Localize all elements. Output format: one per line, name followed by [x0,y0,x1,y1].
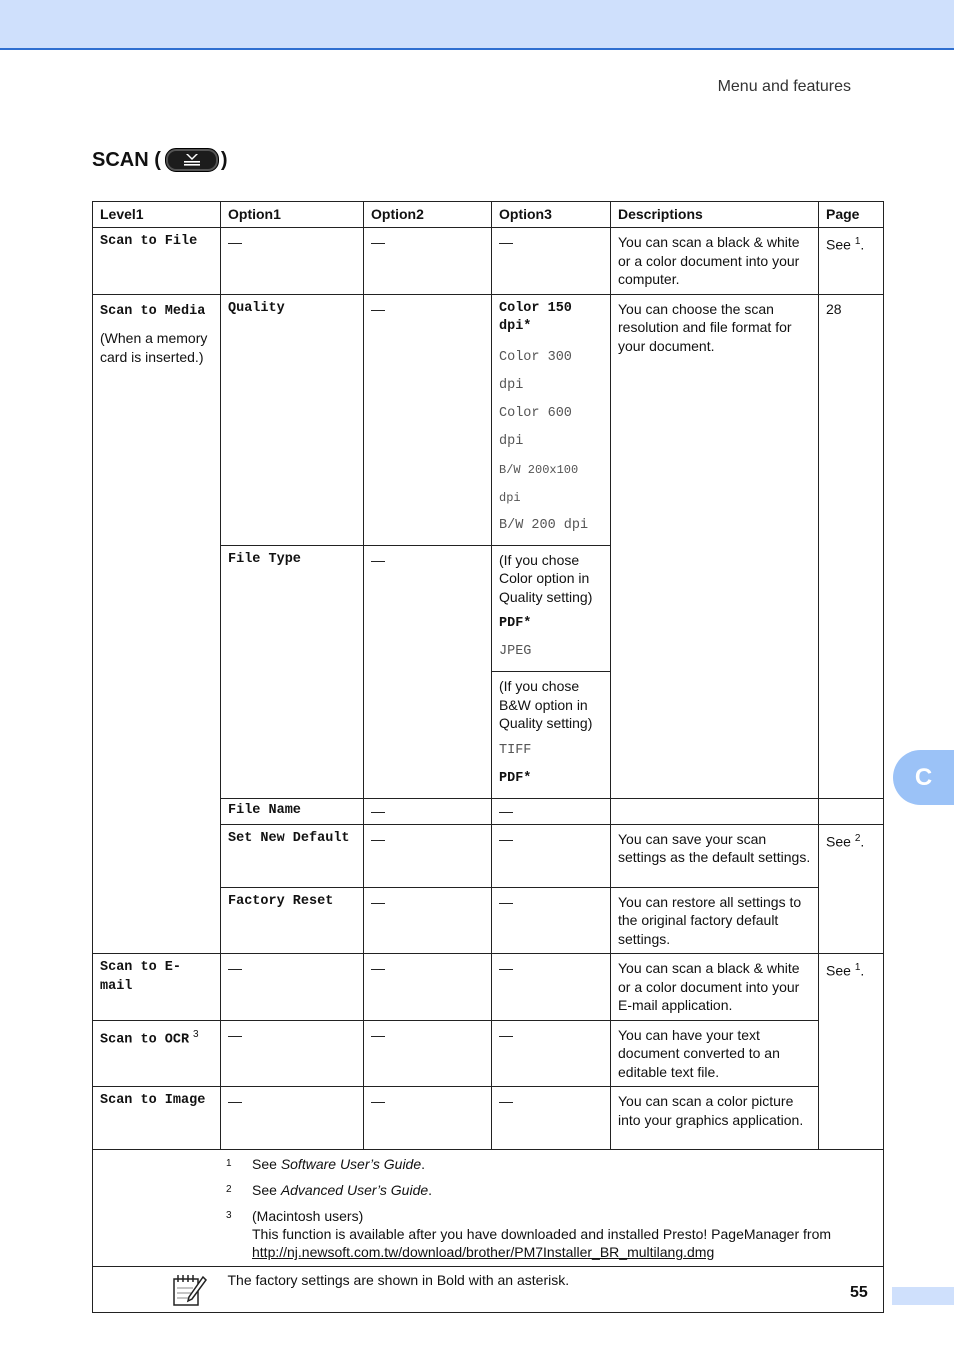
option1-set-new-default: Set New Default [221,824,364,887]
level1-scan-to-media: Scan to Media [100,303,206,319]
page-ref-text: See [826,833,851,850]
footnote [100,1181,876,1199]
header-option1: Option1 [221,202,364,228]
footnote-guide-title: Advanced User’s Guide [280,1182,429,1198]
dash: — [364,545,492,798]
table-row [93,1087,884,1150]
page-empty [819,798,884,824]
table-row [93,954,884,1021]
option1-factory-reset: Factory Reset [221,887,364,954]
page-ref [819,228,884,295]
dash: — [221,228,364,295]
page-ref: 28 [819,294,884,798]
footnote-ref: 1 [854,236,861,247]
footnote-post: . [421,1156,426,1172]
footnote [100,1155,876,1173]
footnote [100,1207,876,1261]
quality-option: B/W 200x100 dpi [499,462,579,505]
dash: — [492,798,611,824]
level1-scan-to-ocr: Scan to OCR [100,1032,190,1048]
description: You can save your scan settings as the default settings. [611,824,819,887]
dash: — [364,228,492,295]
footnotes-cell [93,1150,884,1267]
level1-note: (When a memory card is inserted.) [100,330,208,365]
footnote-text [252,1181,876,1199]
file-type-note: (If you chose Color option in Quality setting) [499,551,593,605]
footnote-pre: See [252,1182,281,1198]
level1-scan-to-email: Scan to E-mail [93,954,221,1021]
option3-bw-file-types [492,672,611,799]
dash: — [492,887,611,954]
table-header-row [93,202,884,228]
dash: — [364,798,492,824]
note-row [93,1267,884,1313]
level1-scan-to-media-cell [93,294,221,954]
dash: — [364,954,492,1021]
footnote-line: This function is available after you have downloaded and installed Presto! PageManager from [252,1226,832,1242]
header-page: Page [819,202,884,228]
footnote-ref: 3 [193,1028,199,1040]
quality-option: Color 150 dpi* [499,300,572,334]
dash: — [221,1087,364,1150]
dash: — [364,1020,492,1087]
table-row [93,294,884,545]
footnotes-row [93,1150,884,1267]
note-text: The factory settings are shown in Bold with an asterisk. [221,1267,884,1313]
scan-key-icon [165,148,219,172]
dash: — [364,294,492,545]
section-title-prefix: SCAN ( [92,148,161,171]
note-icon-cell [93,1267,221,1313]
section-title-suffix: ) [220,148,228,171]
table-row [93,1020,884,1087]
footnote-number: 3 [226,1210,232,1221]
dash: — [492,1087,611,1150]
file-type-option: PDF* [499,770,532,786]
page-ref-end: . [860,236,865,253]
dash: — [364,887,492,954]
header-option3: Option3 [492,202,611,228]
download-link[interactable]: http://nj.newsoft.com.tw/download/brother/PM7Installer_BR_multilang.dmg [252,1244,715,1260]
footnote-text [252,1155,876,1173]
dash: — [492,228,611,295]
quality-option: B/W 200 dpi [499,517,589,533]
footnote-number: 2 [226,1184,232,1195]
level1-scan-to-file: Scan to File [93,228,221,295]
footnote-post: . [428,1182,433,1198]
option1-file-name: File Name [221,798,364,824]
footnote-number: 1 [226,1158,232,1169]
page-ref-end: . [860,962,865,979]
running-head: Menu and features [717,78,851,95]
description: You can choose the scan resolution and file format for your document. [611,294,819,798]
page-ref-text: See [826,236,851,253]
section-title [92,148,228,172]
level1-scan-to-ocr-cell [93,1020,221,1087]
footnote-ref: 1 [854,962,861,973]
quality-option: Color 300 dpi [499,349,572,393]
description: You can scan a color picture into your graphics application. [611,1087,819,1150]
dash: — [364,824,492,887]
file-type-note: (If you chose B&W option in Quality setting) [499,678,593,731]
description: You can have your text document converted to an editable text file. [611,1020,819,1087]
footnote-line: (Macintosh users) [252,1208,364,1224]
table-row [93,228,884,295]
header-option2: Option2 [364,202,492,228]
header-level1: Level1 [93,202,221,228]
option3-quality-list [492,294,611,545]
header-descriptions: Descriptions [611,202,819,228]
file-type-option: PDF* [499,616,532,631]
appendix-tab: C [893,750,954,805]
file-type-option: TIFF [499,742,532,758]
footnote-pre: See [252,1156,281,1172]
header-band [0,0,954,50]
page-ref [819,954,884,1150]
dash: — [492,954,611,1021]
option1-file-type: File Type [221,545,364,798]
page-number: 55 [850,1284,868,1301]
option3-color-file-types [492,545,611,672]
page-ref-end: . [860,833,865,850]
quality-option: Color 600 dpi [499,405,572,449]
scan-menu-table [92,201,884,1313]
file-type-option: JPEG [499,644,532,659]
footnote-text [252,1207,876,1261]
description: You can scan a black & white or a color document into your E-mail application. [611,954,819,1021]
page-ref-text: See [826,962,851,979]
description: You can scan a black & white or a color document into your computer. [611,228,819,295]
footnote-ref: 2 [854,832,861,844]
description: You can restore all settings to the original factory default settings. [611,887,819,954]
level1-scan-to-image: Scan to Image [93,1087,221,1150]
dash: — [492,824,611,887]
page-ref [819,824,884,954]
note-pencil-icon [171,1273,207,1312]
description-empty [611,798,819,824]
dash: — [221,954,364,1021]
page-number-bar [892,1287,954,1305]
footnote-guide-title: Software User’s Guide [280,1156,422,1172]
option1-quality: Quality [221,294,364,545]
dash: — [364,1087,492,1150]
dash: — [221,1020,364,1087]
dash: — [492,1020,611,1087]
